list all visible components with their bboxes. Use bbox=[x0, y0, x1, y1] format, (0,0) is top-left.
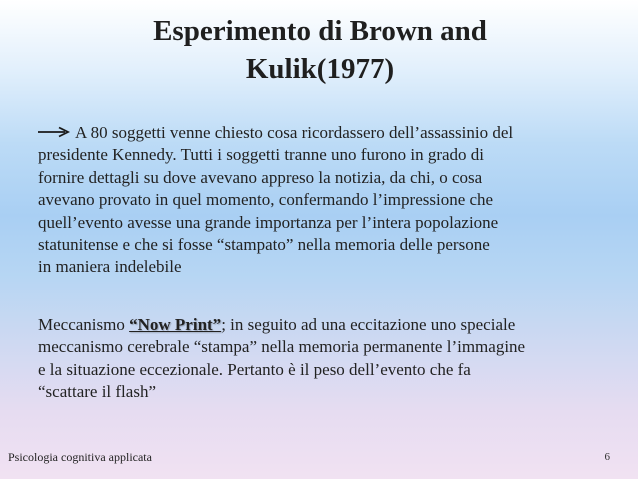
paragraph-line: in maniera indelebile bbox=[38, 257, 182, 277]
slide-footer: Psicologia cognitiva applicata bbox=[8, 450, 152, 464]
paragraph-line bbox=[38, 122, 613, 144]
slide-title bbox=[60, 12, 580, 88]
title-line-1: Esperimento di Brown and bbox=[153, 15, 487, 47]
page-number: 6 bbox=[604, 451, 610, 463]
paragraph-kennedy-experiment bbox=[38, 122, 613, 279]
paragraph-line bbox=[38, 314, 613, 336]
now-print-lead: Meccanismo bbox=[38, 315, 130, 334]
paragraph-line-text: A 80 soggetti venne chiesto cosa ricordassero dell’assassinio del bbox=[75, 123, 514, 142]
title-line-2: Kulik(1977) bbox=[245, 53, 395, 85]
paragraph-line: avevano provato in quel momento, confermando l’impressione che bbox=[38, 190, 494, 210]
paragraph-now-print bbox=[38, 314, 613, 404]
paragraph-line: fornire dettagli su dove avevano appreso la notizia, da chi, o cosa bbox=[38, 167, 483, 187]
now-print-term: “Now Print” bbox=[129, 315, 222, 334]
paragraph-line: quell’evento avesse una grande importanza per l’intera popolazione bbox=[38, 212, 499, 232]
paragraph-line: statunitense e che si fosse “stampato” nella memoria delle persone bbox=[38, 235, 490, 255]
paragraph-line: meccanismo cerebrale “stampa” nella memoria permanente l’immagine bbox=[38, 337, 526, 357]
paragraph-line: e la situazione eccezionale. Pertanto è il peso dell’evento che fa bbox=[38, 359, 471, 379]
right-arrow-icon bbox=[38, 126, 72, 138]
paragraph-line: presidente Kennedy. Tutti i soggetti tranne uno furono in grado di bbox=[38, 145, 485, 165]
now-print-rest: ; in seguito ad una eccitazione uno speciale bbox=[221, 315, 516, 334]
paragraph-line: “scattare il flash” bbox=[38, 382, 156, 402]
